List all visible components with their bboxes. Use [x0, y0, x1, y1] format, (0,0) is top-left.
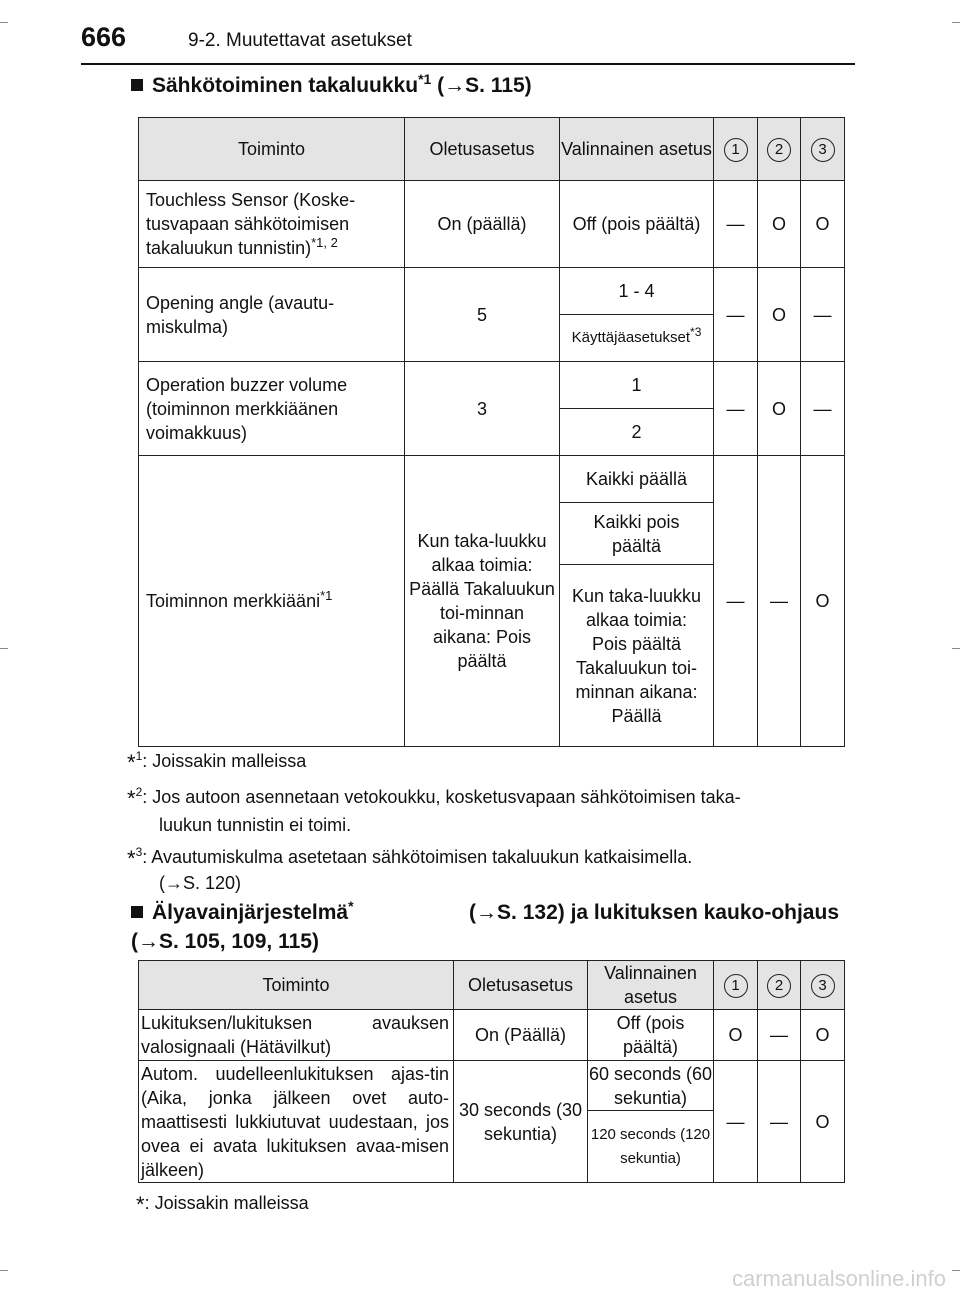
- customize-col-1: —: [714, 456, 758, 747]
- header-col-1: [714, 118, 758, 181]
- header-optional: Valinnainen asetus: [588, 961, 714, 1010]
- optional-value: Kaikki pois päältä: [560, 503, 714, 565]
- customize-col-2: O: [758, 362, 801, 456]
- section-title-smart-key: Älyavainjärjestelmä* (→S. 132) ja lukituksen kauko-ohjaus (→S. 105, 109, 115): [131, 898, 839, 953]
- circled-number-3: 3: [811, 974, 835, 998]
- header-optional: Valinnainen asetus: [560, 118, 714, 181]
- customize-col-2: O: [758, 268, 801, 362]
- optional-value: Off (pois päältä): [560, 181, 714, 268]
- optional-value: 60 seconds (60 sekuntia): [588, 1061, 714, 1111]
- optional-value: 2: [560, 409, 714, 456]
- page-number: 666: [81, 22, 127, 52]
- customize-col-2: —: [758, 1061, 801, 1183]
- optional-value: Kaikki päällä: [560, 456, 714, 503]
- header-col-2: [758, 961, 801, 1010]
- table-header-row: [139, 118, 845, 181]
- footnote-1: *$^1$: Joissakin malleissa: [127, 749, 307, 775]
- table-header-row: [139, 961, 845, 1010]
- footnote-3: *$^3$: Avautumiskulma asetetaan sähkötoimisen takaluukun katkaisimella. (→S. 120): [127, 845, 693, 893]
- function-name: Autom. uudelleenlukituksen ajas-tin (Aika, jonka jälkeen ovet auto-maattisesti lukkiutuvat uudestaan, jos ovea ei avata lukituksen avaa-misen jälkeen): [139, 1061, 454, 1183]
- default-value: 5: [405, 268, 560, 362]
- table-row: [139, 268, 845, 315]
- customize-col-1: —: [714, 362, 758, 456]
- footnote-2: *$^2$: Jos autoon asennetaan vetokoukku, kosketusvapaan sähkötoimisen taka- luukun tunnistin ei toimi.: [127, 785, 741, 835]
- header-col-3: [801, 118, 845, 181]
- crop-mark: [0, 648, 8, 649]
- function-name: Toiminnon merkkiääni$^{*1}$: [139, 456, 405, 747]
- optional-value: 120 seconds (120 sekuntia): [588, 1111, 714, 1183]
- circled-number-1: 1: [724, 974, 748, 998]
- header-rule: [81, 63, 855, 65]
- watermark: carmanualsonline.info: [731, 1266, 946, 1291]
- optional-value: 1: [560, 362, 714, 409]
- optional-value: Off (pois päältä): [588, 1010, 714, 1061]
- optional-value: 1 - 4: [560, 268, 714, 315]
- header-default: Oletusasetus: [454, 961, 588, 1010]
- crop-mark: [0, 22, 8, 23]
- circled-number-1: 1: [724, 138, 748, 162]
- header-default: Oletusasetus: [405, 118, 560, 181]
- customize-col-2: —: [758, 456, 801, 747]
- function-name: Operation buzzer volume (toiminnon merkkiäänen voimakkuus): [139, 362, 405, 456]
- circled-number-2: 2: [767, 138, 791, 162]
- customize-col-2: O: [758, 181, 801, 268]
- optional-value: Kun taka-luukku alkaa toimia: Pois päältä Takaluukun toi-minnan aikana: Päällä: [560, 565, 714, 747]
- table-row: [139, 1061, 845, 1111]
- crop-mark: [952, 1270, 960, 1271]
- settings-table-smart-key: [138, 960, 845, 1183]
- table-row: [139, 456, 845, 503]
- header-function: Toiminto: [139, 118, 405, 181]
- footnote-star: *: Joissakin malleissa: [136, 1192, 309, 1217]
- customize-col-3: O: [801, 1010, 845, 1061]
- customize-col-3: —: [801, 268, 845, 362]
- customize-col-1: —: [714, 268, 758, 362]
- customize-col-3: O: [801, 456, 845, 747]
- bullet-square-icon: [131, 906, 143, 918]
- customize-col-1: —: [714, 181, 758, 268]
- default-value: 3: [405, 362, 560, 456]
- function-name: Opening angle (avautu-miskulma): [139, 268, 405, 362]
- customize-col-2: —: [758, 1010, 801, 1061]
- header-col-1: [714, 961, 758, 1010]
- section-title-tailgate: Sähkötoiminen takaluukku$^{*1}$ (→S. 115): [131, 74, 532, 98]
- optional-value: Käyttäjäasetukset$^{*3}$: [560, 315, 714, 362]
- bullet-square-icon: [131, 79, 143, 91]
- table-row: [139, 1010, 845, 1061]
- header-col-3: [801, 961, 845, 1010]
- function-name: Touchless Sensor (Koske-tusvapaan sähkötoimisen takaluukun tunnistin)$^{*1, 2}$: [139, 181, 405, 268]
- crop-mark: [952, 648, 960, 649]
- customize-col-1: —: [714, 1061, 758, 1183]
- settings-table-tailgate: [138, 117, 845, 747]
- default-value: Kun taka-luukku alkaa toimia: Päällä Takaluukun toi-minnan aikana: Pois päältä: [405, 456, 560, 747]
- circled-number-3: 3: [811, 138, 835, 162]
- crop-mark: [952, 22, 960, 23]
- customize-col-3: O: [801, 181, 845, 268]
- table-row: [139, 181, 845, 268]
- table-row: [139, 362, 845, 409]
- header-function: Toiminto: [139, 961, 454, 1010]
- header-col-2: [758, 118, 801, 181]
- customize-col-3: —: [801, 362, 845, 456]
- chapter-title: 9-2. Muutettavat asetukset: [188, 30, 412, 51]
- circled-number-2: 2: [767, 974, 791, 998]
- default-value: 30 seconds (30 sekuntia): [454, 1061, 588, 1183]
- default-value: On (päällä): [405, 181, 560, 268]
- default-value: On (Päällä): [454, 1010, 588, 1061]
- function-name: Lukituksen/lukituksen avauksen valosignaali (Hätävilkut): [139, 1010, 454, 1061]
- crop-mark: [0, 1270, 8, 1271]
- customize-col-3: O: [801, 1061, 845, 1183]
- customize-col-1: O: [714, 1010, 758, 1061]
